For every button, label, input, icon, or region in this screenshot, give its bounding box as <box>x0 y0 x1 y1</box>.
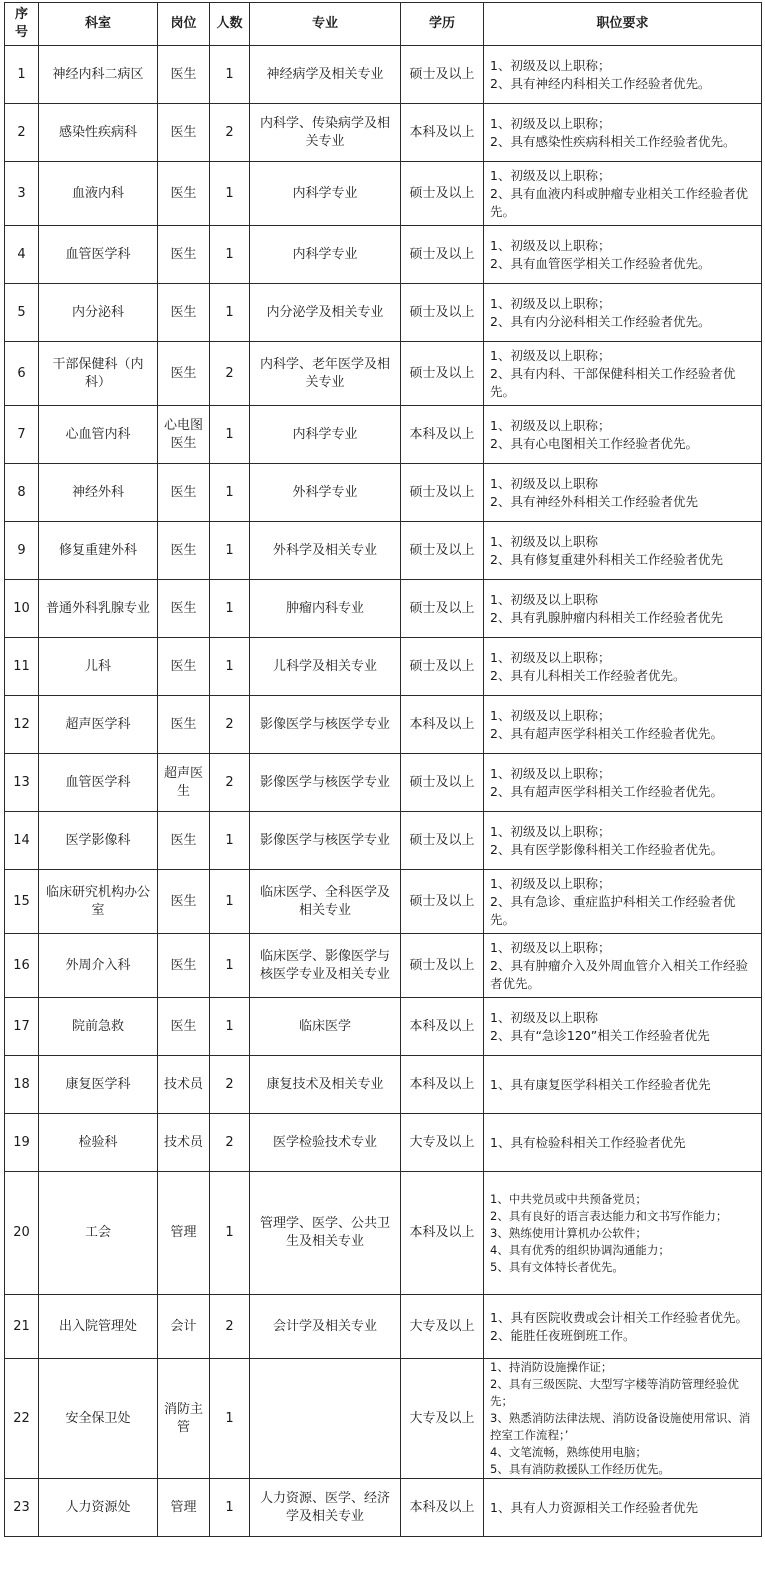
requirement-line: 1、初级及以上职称； <box>490 875 611 891</box>
row-dept: 内分泌科 <box>39 284 158 342</box>
row-requirements <box>484 998 762 1056</box>
row-major: 康复技术及相关专业 <box>250 1056 401 1114</box>
requirement-line: 3、熟悉消防法律法规、消防设备设施使用常识、消控室工作流程；’ <box>490 1411 751 1442</box>
row-count: 2 <box>210 342 250 406</box>
requirement-line: 1、初级及以上职称 <box>490 475 598 491</box>
row-major: 内分泌学及相关专业 <box>250 284 401 342</box>
table-row <box>5 342 762 406</box>
row-post: 会计 <box>158 1295 210 1359</box>
requirement-line: 2、具有急诊、重症监护科相关工作经验者优先。 <box>490 893 736 927</box>
row-major: 临床医学、全科医学及相关专业 <box>250 870 401 934</box>
row-dept: 血液内科 <box>39 162 158 226</box>
requirement-line: 1、初级及以上职称； <box>490 823 611 839</box>
row-count: 1 <box>210 580 250 638</box>
row-dept: 干部保健科（内科） <box>39 342 158 406</box>
row-requirements <box>484 934 762 998</box>
row-edu: 硕士及以上 <box>401 812 484 870</box>
row-major: 管理学、医学、公共卫生及相关专业 <box>250 1172 401 1295</box>
row-no: 11 <box>5 638 39 696</box>
row-count: 1 <box>210 870 250 934</box>
row-post: 医生 <box>158 464 210 522</box>
row-dept: 感染性疾病科 <box>39 104 158 162</box>
table-row <box>5 1172 762 1295</box>
row-requirements <box>484 638 762 696</box>
requirement-line: 1、初级及以上职称 <box>490 591 598 607</box>
row-dept: 儿科 <box>39 638 158 696</box>
row-requirements <box>484 870 762 934</box>
row-requirements <box>484 522 762 580</box>
row-no: 22 <box>5 1359 39 1479</box>
table-row <box>5 934 762 998</box>
row-major: 临床医学、影像医学与核医学专业及相关专业 <box>250 934 401 998</box>
row-requirements <box>484 580 762 638</box>
table-row <box>5 812 762 870</box>
requirement-line: 2、具有超声医学科相关工作经验者优先。 <box>490 725 723 741</box>
row-edu: 硕士及以上 <box>401 934 484 998</box>
row-requirements <box>484 1295 762 1359</box>
row-edu: 本科及以上 <box>401 406 484 464</box>
row-dept: 神经外科 <box>39 464 158 522</box>
row-dept: 院前急救 <box>39 998 158 1056</box>
row-major: 儿科学及相关专业 <box>250 638 401 696</box>
row-major: 内科学、传染病学及相关专业 <box>250 104 401 162</box>
row-post: 医生 <box>158 638 210 696</box>
header-count: 人数 <box>210 3 250 46</box>
row-count: 1 <box>210 1359 250 1479</box>
row-edu: 硕士及以上 <box>401 162 484 226</box>
row-edu: 本科及以上 <box>401 104 484 162</box>
requirement-line: 2、具有乳腺肿瘤内科相关工作经验者优先 <box>490 609 723 625</box>
row-no: 6 <box>5 342 39 406</box>
row-post: 医生 <box>158 998 210 1056</box>
header-edu: 学历 <box>401 3 484 46</box>
row-no: 4 <box>5 226 39 284</box>
recruitment-table <box>4 2 762 1537</box>
row-post: 医生 <box>158 342 210 406</box>
row-major: 医学检验技术专业 <box>250 1114 401 1172</box>
row-count: 1 <box>210 1172 250 1295</box>
row-count: 1 <box>210 162 250 226</box>
table-row <box>5 46 762 104</box>
requirement-line: 1、中共党员或中共预备党员； <box>490 1191 647 1206</box>
requirement-line: 2、具有神经外科相关工作经验者优先 <box>490 493 698 509</box>
row-requirements <box>484 754 762 812</box>
row-no: 14 <box>5 812 39 870</box>
row-major: 内科学专业 <box>250 226 401 284</box>
row-count: 2 <box>210 754 250 812</box>
row-count: 2 <box>210 696 250 754</box>
table-row <box>5 522 762 580</box>
row-no: 2 <box>5 104 39 162</box>
row-major: 会计学及相关专业 <box>250 1295 401 1359</box>
row-major: 人力资源、医学、经济学及相关专业 <box>250 1479 401 1537</box>
row-major <box>250 1359 401 1479</box>
requirement-line: 1、初级及以上职称； <box>490 167 611 183</box>
header-post: 岗位 <box>158 3 210 46</box>
row-no: 13 <box>5 754 39 812</box>
row-count: 2 <box>210 104 250 162</box>
row-edu: 本科及以上 <box>401 1172 484 1295</box>
row-dept: 血管医学科 <box>39 226 158 284</box>
requirement-line: 2、具有血液内科或肿瘤专业相关工作经验者优先。 <box>490 185 748 219</box>
row-count: 1 <box>210 998 250 1056</box>
row-dept: 工会 <box>39 1172 158 1295</box>
requirement-line: 2、具有感染性疾病科相关工作经验者优先。 <box>490 133 736 149</box>
row-no: 23 <box>5 1479 39 1537</box>
row-major: 影像医学与核医学专业 <box>250 696 401 754</box>
row-count: 1 <box>210 406 250 464</box>
row-requirements <box>484 104 762 162</box>
header-no: 序号 <box>5 3 39 46</box>
row-post: 技术员 <box>158 1114 210 1172</box>
requirement-line: 2、具有三级医院、大型写字楼等消防管理经验优先； <box>490 1377 739 1408</box>
row-requirements <box>484 162 762 226</box>
table-row <box>5 1295 762 1359</box>
table-row <box>5 754 762 812</box>
row-no: 15 <box>5 870 39 934</box>
row-no: 18 <box>5 1056 39 1114</box>
requirement-line: 2、能胜任夜班倒班工作。 <box>490 1327 636 1343</box>
row-count: 1 <box>210 1479 250 1537</box>
row-count: 2 <box>210 1295 250 1359</box>
requirement-line: 2、具有儿科相关工作经验者优先。 <box>490 667 686 683</box>
requirement-line: 1、具有人力资源相关工作经验者优先 <box>490 1499 698 1515</box>
row-major: 内科学、老年医学及相关专业 <box>250 342 401 406</box>
requirement-line: 1、初级及以上职称； <box>490 417 611 433</box>
row-requirements <box>484 1479 762 1537</box>
requirement-line: 2、具有神经内科相关工作经验者优先。 <box>490 75 711 91</box>
row-major: 神经病学及相关专业 <box>250 46 401 104</box>
row-post: 技术员 <box>158 1056 210 1114</box>
requirement-line: 2、具有心电图相关工作经验者优先。 <box>490 435 698 451</box>
row-edu: 硕士及以上 <box>401 226 484 284</box>
requirement-line: 1、初级及以上职称； <box>490 707 611 723</box>
row-edu: 硕士及以上 <box>401 638 484 696</box>
row-dept: 医学影像科 <box>39 812 158 870</box>
table-row <box>5 998 762 1056</box>
row-dept: 安全保卫处 <box>39 1359 158 1479</box>
row-no: 10 <box>5 580 39 638</box>
row-major: 影像医学与核医学专业 <box>250 754 401 812</box>
row-dept: 修复重建外科 <box>39 522 158 580</box>
row-no: 21 <box>5 1295 39 1359</box>
row-no: 3 <box>5 162 39 226</box>
row-major: 外科学及相关专业 <box>250 522 401 580</box>
table-row <box>5 870 762 934</box>
row-major: 内科学专业 <box>250 406 401 464</box>
requirement-line: 1、初级及以上职称； <box>490 115 611 131</box>
row-dept: 检验科 <box>39 1114 158 1172</box>
row-requirements <box>484 464 762 522</box>
requirement-line: 1、具有医院收费或会计相关工作经验者优先。 <box>490 1309 748 1325</box>
header-dept: 科室 <box>39 3 158 46</box>
row-post: 管理 <box>158 1172 210 1295</box>
row-major: 肿瘤内科专业 <box>250 580 401 638</box>
row-count: 2 <box>210 1114 250 1172</box>
row-requirements <box>484 1056 762 1114</box>
table-row <box>5 104 762 162</box>
row-requirements <box>484 1172 762 1295</box>
row-edu: 本科及以上 <box>401 1479 484 1537</box>
row-no: 17 <box>5 998 39 1056</box>
row-post: 心电图医生 <box>158 406 210 464</box>
row-dept: 康复医学科 <box>39 1056 158 1114</box>
requirement-line: 2、具有“急诊120”相关工作经验者优先 <box>490 1027 710 1043</box>
row-count: 1 <box>210 934 250 998</box>
row-edu: 大专及以上 <box>401 1295 484 1359</box>
row-no: 8 <box>5 464 39 522</box>
row-requirements <box>484 342 762 406</box>
table-row <box>5 580 762 638</box>
row-count: 1 <box>210 46 250 104</box>
table-row <box>5 162 762 226</box>
table-row <box>5 638 762 696</box>
row-count: 1 <box>210 812 250 870</box>
requirement-line: 5、具有消防救援队工作经历优先。 <box>490 1462 670 1476</box>
row-no: 12 <box>5 696 39 754</box>
row-no: 7 <box>5 406 39 464</box>
requirement-line: 1、具有检验科相关工作经验者优先 <box>490 1134 686 1150</box>
row-major: 外科学专业 <box>250 464 401 522</box>
row-edu: 硕士及以上 <box>401 284 484 342</box>
row-edu: 硕士及以上 <box>401 870 484 934</box>
requirement-line: 1、初级及以上职称 <box>490 1009 598 1025</box>
row-edu: 硕士及以上 <box>401 754 484 812</box>
row-no: 20 <box>5 1172 39 1295</box>
row-edu: 硕士及以上 <box>401 342 484 406</box>
row-requirements <box>484 696 762 754</box>
row-edu: 硕士及以上 <box>401 464 484 522</box>
row-dept: 人力资源处 <box>39 1479 158 1537</box>
row-requirements <box>484 812 762 870</box>
row-requirements <box>484 406 762 464</box>
requirement-line: 2、具有内科、干部保健科相关工作经验者优先。 <box>490 365 736 399</box>
row-edu: 本科及以上 <box>401 998 484 1056</box>
row-major: 影像医学与核医学专业 <box>250 812 401 870</box>
table-row <box>5 284 762 342</box>
table-row <box>5 696 762 754</box>
row-post: 医生 <box>158 46 210 104</box>
row-major: 内科学专业 <box>250 162 401 226</box>
row-post: 超声医生 <box>158 754 210 812</box>
row-post: 医生 <box>158 104 210 162</box>
row-requirements <box>484 284 762 342</box>
row-post: 医生 <box>158 226 210 284</box>
header-row <box>5 3 762 46</box>
row-major: 临床医学 <box>250 998 401 1056</box>
row-dept: 超声医学科 <box>39 696 158 754</box>
row-count: 1 <box>210 522 250 580</box>
table-row <box>5 1114 762 1172</box>
row-edu: 硕士及以上 <box>401 522 484 580</box>
row-count: 1 <box>210 226 250 284</box>
row-dept: 血管医学科 <box>39 754 158 812</box>
row-requirements <box>484 46 762 104</box>
requirement-line: 5、具有文体特长者优先。 <box>490 1259 624 1274</box>
row-dept: 神经内科二病区 <box>39 46 158 104</box>
row-post: 医生 <box>158 580 210 638</box>
row-post: 医生 <box>158 696 210 754</box>
row-edu: 大专及以上 <box>401 1359 484 1479</box>
table-row <box>5 464 762 522</box>
row-requirements <box>484 1359 762 1479</box>
requirement-line: 1、初级及以上职称； <box>490 939 611 955</box>
row-post: 医生 <box>158 934 210 998</box>
row-edu: 本科及以上 <box>401 1056 484 1114</box>
row-edu: 硕士及以上 <box>401 580 484 638</box>
row-post: 医生 <box>158 812 210 870</box>
requirement-line: 4、文笔流畅，熟练使用电脑； <box>490 1445 647 1459</box>
table-row <box>5 226 762 284</box>
requirement-line: 2、具有修复重建外科相关工作经验者优先 <box>490 551 723 567</box>
table-row <box>5 1479 762 1537</box>
row-count: 2 <box>210 1056 250 1114</box>
requirement-line: 1、初级及以上职称； <box>490 295 611 311</box>
table-row <box>5 1056 762 1114</box>
requirement-line: 2、具有内分泌科相关工作经验者优先。 <box>490 313 711 329</box>
requirement-line: 1、初级及以上职称； <box>490 57 611 73</box>
row-post: 医生 <box>158 870 210 934</box>
requirement-line: 1、持消防设施操作证； <box>490 1360 613 1374</box>
requirement-line: 2、具有肿瘤介入及外周血管介入相关工作经验者优先。 <box>490 957 748 991</box>
row-no: 19 <box>5 1114 39 1172</box>
row-count: 1 <box>210 464 250 522</box>
requirement-line: 2、具有血管医学相关工作经验者优先。 <box>490 255 711 271</box>
requirement-line: 3、熟练使用计算机办公软件； <box>490 1225 647 1240</box>
row-dept: 普通外科乳腺专业 <box>39 580 158 638</box>
row-count: 1 <box>210 638 250 696</box>
row-post: 医生 <box>158 162 210 226</box>
requirement-line: 1、具有康复医学科相关工作经验者优先 <box>490 1076 711 1092</box>
requirement-line: 2、具有超声医学科相关工作经验者优先。 <box>490 783 723 799</box>
row-post: 管理 <box>158 1479 210 1537</box>
requirement-line: 1、初级及以上职称； <box>490 347 611 363</box>
requirement-line: 1、初级及以上职称； <box>490 237 611 253</box>
row-no: 9 <box>5 522 39 580</box>
row-dept: 心血管内科 <box>39 406 158 464</box>
requirement-line: 1、初级及以上职称 <box>490 533 598 549</box>
row-no: 1 <box>5 46 39 104</box>
table-row <box>5 1359 762 1479</box>
row-edu: 本科及以上 <box>401 696 484 754</box>
requirement-line: 4、具有优秀的组织协调沟通能力； <box>490 1242 670 1257</box>
row-post: 消防主管 <box>158 1359 210 1479</box>
requirement-line: 1、初级及以上职称； <box>490 765 611 781</box>
requirement-line: 2、具有医学影像科相关工作经验者优先。 <box>490 841 723 857</box>
header-major: 专业 <box>250 3 401 46</box>
row-edu: 硕士及以上 <box>401 46 484 104</box>
row-post: 医生 <box>158 522 210 580</box>
row-edu: 大专及以上 <box>401 1114 484 1172</box>
row-count: 1 <box>210 284 250 342</box>
row-post: 医生 <box>158 284 210 342</box>
requirement-line: 1、初级及以上职称； <box>490 649 611 665</box>
table-row <box>5 406 762 464</box>
row-no: 5 <box>5 284 39 342</box>
row-dept: 外周介入科 <box>39 934 158 998</box>
requirement-line: 2、具有良好的语言表达能力和文书写作能力； <box>490 1208 728 1223</box>
header-req: 职位要求 <box>484 3 762 46</box>
row-dept: 出入院管理处 <box>39 1295 158 1359</box>
row-requirements <box>484 1114 762 1172</box>
row-dept: 临床研究机构办公室 <box>39 870 158 934</box>
row-no: 16 <box>5 934 39 998</box>
row-requirements <box>484 226 762 284</box>
